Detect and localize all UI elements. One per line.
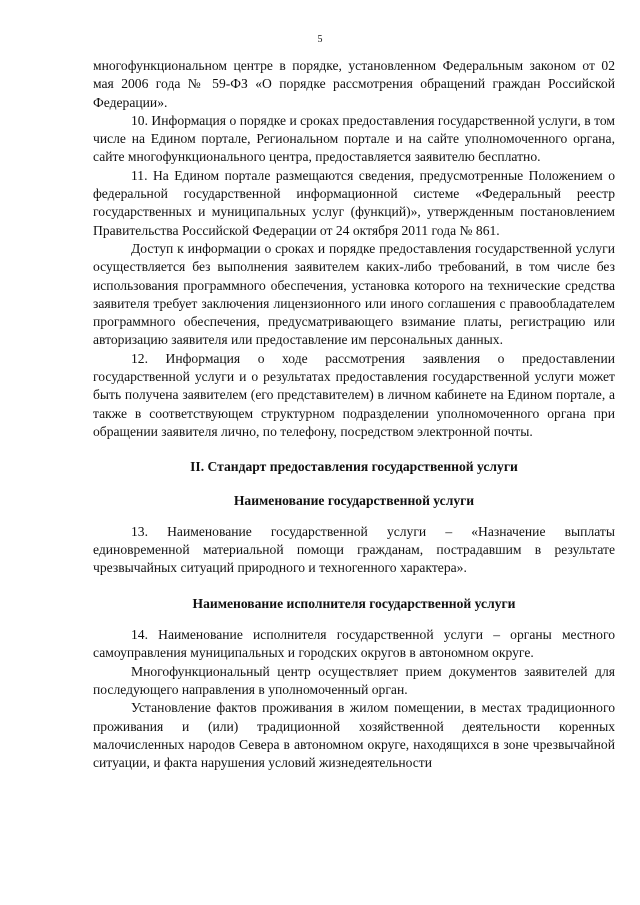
paragraph-10: 10. Информация о порядке и сроках предоставления государственной услуги, в том числе на Едином портале, Региональном портале и на сайте уполномоченного органа, сайте многофункционального центра, предоставляется заявителю бесплатно. xyxy=(93,112,615,165)
document-body xyxy=(93,57,615,772)
paragraph-11: 11. На Едином портале размещаются сведения, предусмотренные Положением о федеральной государственной информационной системе «Федеральный реестр государственных и муниципальных услуг (функций)», утвержденным постановлением Правительства Российской Федерации от 24 октября 2011 года № 861. xyxy=(93,167,615,238)
paragraph-continuation: многофункциональном центре в порядке, установленном Федеральным законом от 02 мая 2006 года № 59-ФЗ «О порядке рассмотрения обращений граждан Российской Федерации». xyxy=(93,58,615,110)
subheading-service-name: Наименование государственной услуги xyxy=(233,492,475,508)
paragraph-12: 12. Информация о ходе рассмотрения заявления о предоставлении государственной услуги и о результатах предоставления государственной услуги может быть получена заявителем (его представителем) в личном кабинете на Едином портале, а также в соответствующем структурном подразделении уполномоченного органа при обращении заявителя лично, по телефону, посредством электронной почты. xyxy=(93,350,615,439)
paragraph-facts: Установление фактов проживания в жилом помещении, в местах традиционного проживания и (или) традиционной хозяйственной деятельности коренных малочисленных народов Севера в автономном округе, находящихся в зоне чрезвычайной ситуации, и факта нарушения условий жизнедеятельности xyxy=(93,700,615,771)
spacer xyxy=(93,477,615,492)
paragraph-access-info: Доступ к информации о сроках и порядке предоставления государственной услуги осуществляется без выполнения заявителем каких-либо требований, в том числе без использования программного обеспечения, установка которого на технические средства заявителя требует заключения лицензионного или иного соглашения с правообладателем программного обеспечения, предусматривающего взимание платы, регистрацию или авторизацию заявителя или предоставление им персональных данных. xyxy=(93,240,615,348)
spacer xyxy=(93,613,615,626)
paragraph-mfc: Многофункциональный центр осуществляет прием документов заявителей для последующего направления в уполномоченный орган. xyxy=(93,663,615,697)
subheading-service-executor: Наименование исполнителя государственной услуги xyxy=(192,595,516,611)
paragraph-14: 14. Наименование исполнителя государственной услуги – органы местного самоуправления муниципальных и городских округов в автономном округе. xyxy=(93,627,615,661)
section-heading: II. Стандарт предоставления государственной услуги xyxy=(190,459,518,475)
spacer xyxy=(93,578,615,595)
spacer xyxy=(93,510,615,523)
page-number: 5 xyxy=(317,34,323,45)
spacer xyxy=(93,441,615,458)
paragraph-13: 13. Наименование государственной услуги – «Назначение выплаты единовременной материальной помощи гражданам, пострадавшим в результате чрезвычайных ситуаций природного и техногенного характера». xyxy=(93,523,615,576)
